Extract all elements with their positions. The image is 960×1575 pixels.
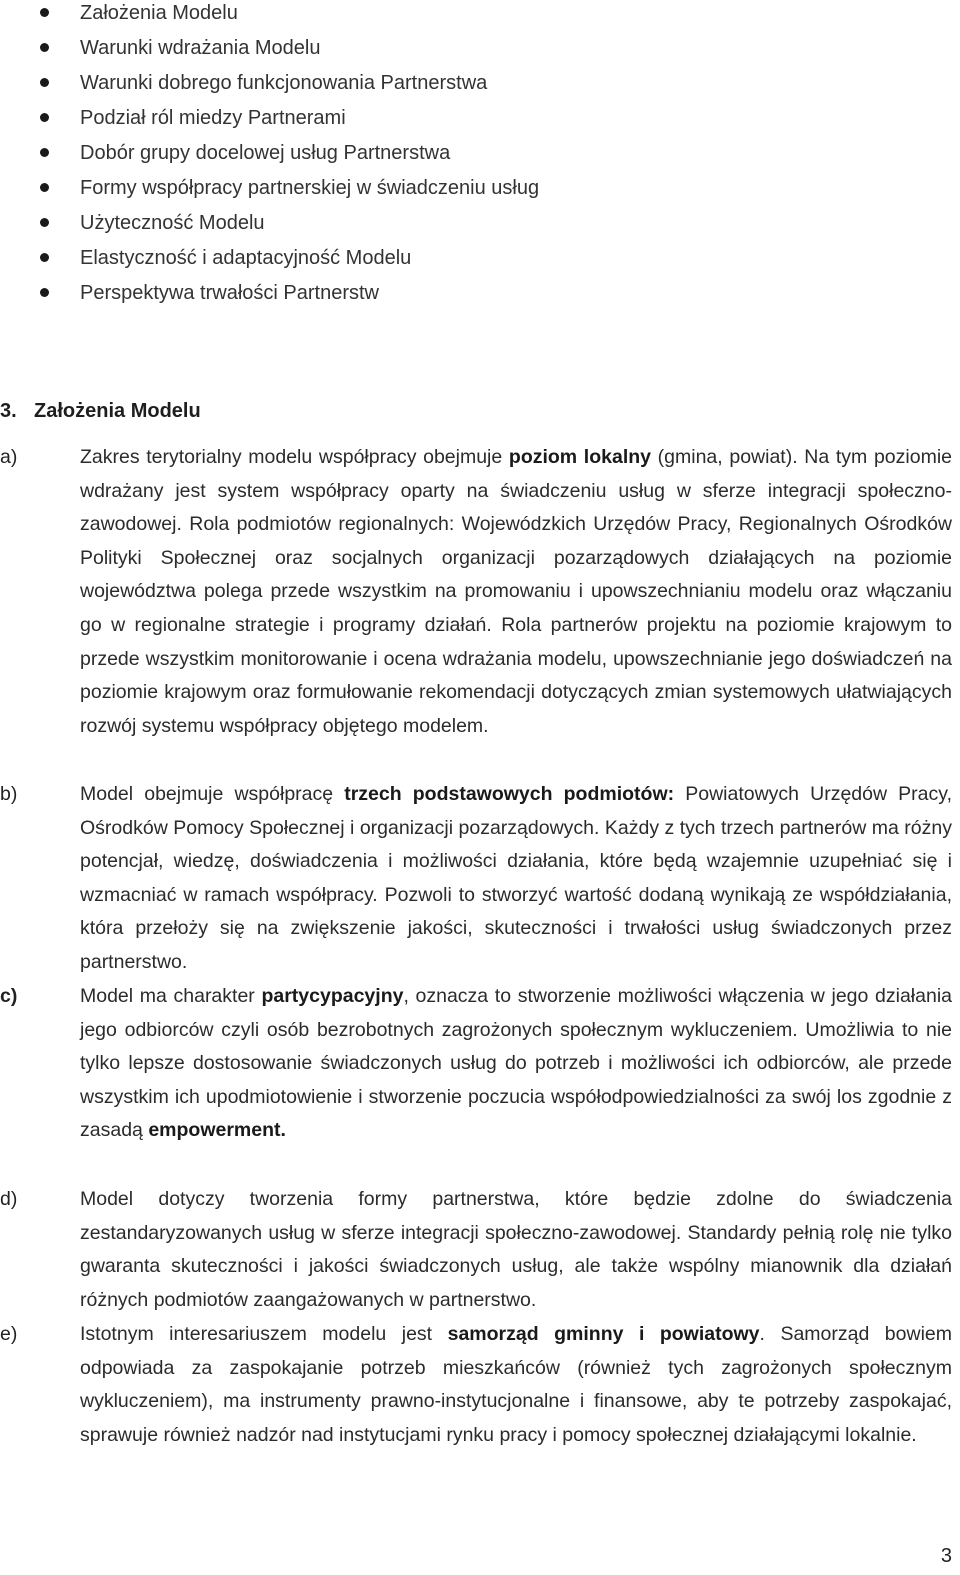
paragraph-text: Model ma charakter (80, 985, 262, 1007)
paragraph-text: . Samorząd bowiem odpowiada za zaspokajanie potrzeb mieszkańców (również tych zagrożonych społecznym wykluczeniem), ma instrumenty prawno-instytucjonalne i finansowe, aby te potrzeby zaspokajać, sprawuje również nadzór nad instytucjami rynku pracy i pomocy społecznej działającymi lokalnie. (80, 1323, 952, 1446)
paragraph-text: Istotnym interesariuszem modelu jest (80, 1323, 448, 1345)
item-paragraph (80, 1318, 952, 1452)
bullet-item (0, 35, 700, 65)
bullet-dot-icon (40, 183, 49, 192)
emphasis-text: poziom lokalny (508, 446, 652, 468)
bullet-text: Użyteczność Modelu (80, 212, 265, 234)
section-heading (0, 398, 201, 424)
bullet-text: Założenia Modelu (80, 2, 238, 24)
emphasis-text: empowerment. (148, 1119, 286, 1142)
bullet-item (0, 70, 700, 100)
paragraph-text: Powiatowych Urzędów Pracy, Ośrodków Pomocy Społecznej i organizacji pozarządowych. Każdy z tych trzech partnerów ma różny potencjał, wiedzę, doświadczenia i możliwości działania, które będą wzajemnie uzupełniać się i wzmacniać w ramach współpracy. Pozwoli to stworzyć wartość dodaną wynikają ze współdziałania, która przełoży się na zwiększenie jakości, skuteczności i trwałości usług świadczonych przez partnerstwo. (80, 783, 952, 973)
section-title-text: Założenia Modelu (34, 400, 201, 422)
item-paragraph (80, 1183, 952, 1317)
bullet-text: Warunki dobrego funkcjonowania Partnerstwa (80, 72, 488, 94)
bullet-text: Elastyczność i adaptacyjność Modelu (80, 247, 412, 269)
paragraph-text: Zakres terytorialny modelu współpracy obejmuje (80, 446, 509, 468)
bullet-text: Formy współpracy partnerskiej w świadczeniu usług (80, 177, 540, 199)
bullet-dot-icon (40, 78, 49, 87)
paragraph-text: , oznacza to stworzenie możliwości włączenia w jego działania jego odbiorców czyli osób bezrobotnych zagrożonych społecznym wykluczeniem. Umożliwia to nie tylko lepsze dostosowanie świadczonych usług do potrzeb i możliwości ich odbiorców, ale przede wszystkim ich upodmiotowienie i stworzenie poczucia współodpowiedzialności za swój los zgodnie z zasadą (80, 985, 952, 1142)
emphasis-text: partycypacyjny (261, 985, 404, 1007)
paragraph-text: (gmina, powiat). Na tym poziomie wdrażany jest system współpracy oparty na świadczeniu usług w sferze integracji społeczno-zawodowej. Rola podmiotów regionalnych: Wojewódzkich Urzędów Pracy, Regionalnych Ośrodków Polityki Społecznej oraz socjalnych organizacji pozarządowych działających na poziomie województwa polega przede wszystkim na promowaniu i upowszechnianiu modelu oraz włączaniu go w regionalne strategie i programy działań. Rola partnerów projektu na poziomie krajowym to przede wszystkim monitorowanie i ocena wdrażania modelu, upowszechnianie jego doświadczeń na poziomie krajowym oraz formułowanie rekomendacji dotyczących zmian systemowych ułatwiających rozwój systemu współpracy objętego modelem. (80, 446, 952, 737)
paragraph-text: Model obejmuje współpracę (80, 783, 345, 805)
bullet-item (0, 0, 700, 30)
bullet-dot-icon (40, 8, 49, 17)
item-letter: b) (0, 783, 18, 805)
page-number: 3 (940, 1545, 952, 1567)
bullet-dot-icon (40, 43, 49, 52)
bullet-text: Warunki wdrażania Modelu (80, 37, 321, 59)
item-letter: d) (0, 1188, 18, 1210)
section-number: 3. (0, 400, 17, 422)
bullet-item (0, 105, 700, 135)
bullet-item (0, 280, 700, 310)
bullet-dot-icon (40, 253, 49, 262)
bullet-item (0, 210, 700, 240)
bullet-item (0, 140, 700, 170)
bullet-text: Podział ról miedzy Partnerami (80, 107, 346, 129)
paragraph-text: Model dotyczy tworzenia formy partnerstwa, które będzie zdolne do świadczenia zestandaryzowanych usług w sferze integracji społeczno-zawodowej. Standardy pełnią rolę nie tylko gwaranta skuteczności i jakości świadczonych usług, ale także wspólny mianownik dla działań różnych podmiotów zaangażowanych w partnerstwo. (80, 1188, 952, 1311)
emphasis-text: trzech podstawowych podmiotów: (344, 783, 675, 805)
bullet-item (0, 245, 700, 275)
bullet-item (0, 175, 700, 205)
bullet-dot-icon (40, 148, 49, 157)
item-paragraph (80, 441, 952, 743)
emphasis-text: samorząd gminny i powiatowy (447, 1323, 760, 1345)
item-paragraph (80, 980, 952, 1148)
item-paragraph (80, 778, 952, 980)
bullet-dot-icon (40, 288, 49, 297)
item-letter: c) (0, 985, 18, 1007)
item-letter: a) (0, 446, 18, 468)
bullet-dot-icon (40, 218, 49, 227)
item-letter: e) (0, 1323, 18, 1345)
bullet-text: Dobór grupy docelowej usług Partnerstwa (80, 142, 451, 164)
bullet-text: Perspektywa trwałości Partnerstw (80, 282, 379, 304)
bullet-dot-icon (40, 113, 49, 122)
